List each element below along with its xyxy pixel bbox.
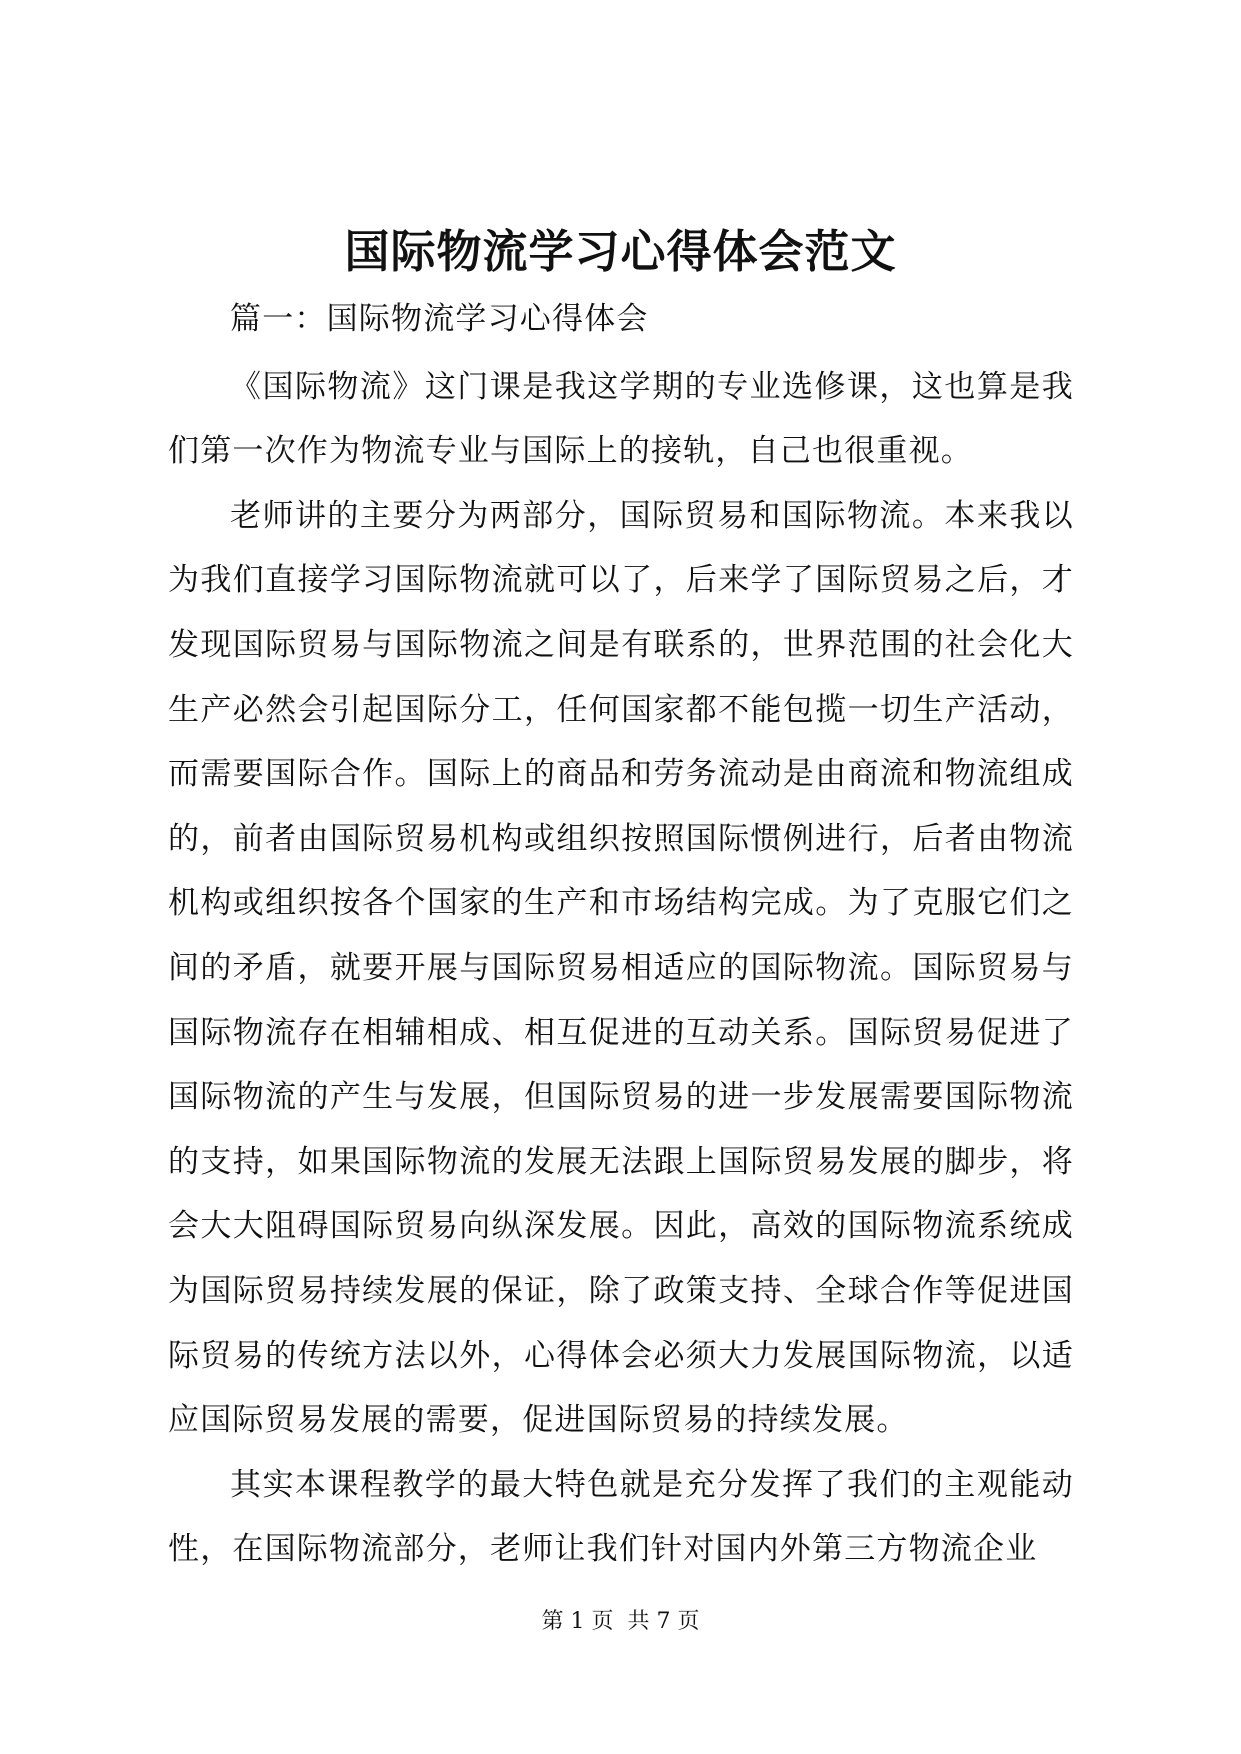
document-title: 国际物流学习心得体会范文: [344, 225, 897, 278]
page-footer: [0, 1607, 1241, 1637]
page-number: 第 1 页 共 7 页: [541, 1609, 700, 1634]
document-body: [168, 287, 1074, 1582]
paragraph: 《国际物流》这门课是我这学期的专业选修课，这也算是我们第一次作为物流专业与国际上的接轨，自己也很重视。: [168, 368, 1074, 470]
section-heading: 篇一：国际物流学习心得体会: [230, 301, 649, 337]
paragraph: 其实本课程教学的最大特色就是充分发挥了我们的主观能动性，在国际物流部分，老师让我们针对国内外第三方物流企业: [168, 1466, 1074, 1568]
paragraph: 老师讲的主要分为两部分，国际贸易和国际物流。本来我以为我们直接学习国际物流就可以了，后来学了国际贸易之后，才发现国际贸易与国际物流之间是有联系的，世界范围的社会化大生产必然会引起国际分工，任何国家都不能包揽一切生产活动，而需要国际合作。国际上的商品和劳务流动是由商流和物流组成的，前者由国际贸易机构或组织按照国际惯例进行，后者由物流机构或组织按各个国家的生产和市场结构完成。为了克服它们之间的矛盾，就要开展与国际贸易相适应的国际物流。国际贸易与国际物流存在相辅相成、相互促进的互动关系。国际贸易促进了国际物流的产生与发展，但国际贸易的进一步发展需要国际物流的支持，如果国际物流的发展无法跟上国际贸易发展的脚步，将会大大阻碍国际贸易向纵深发展。因此，高效的国际物流系统成为国际贸易持续发展的保证，除了政策支持、全球合作等促进国际贸易的传统方法以外，心得体会必须大力发展国际物流，以适应国际贸易发展的需要，促进国际贸易的持续发展。: [168, 497, 1074, 1439]
